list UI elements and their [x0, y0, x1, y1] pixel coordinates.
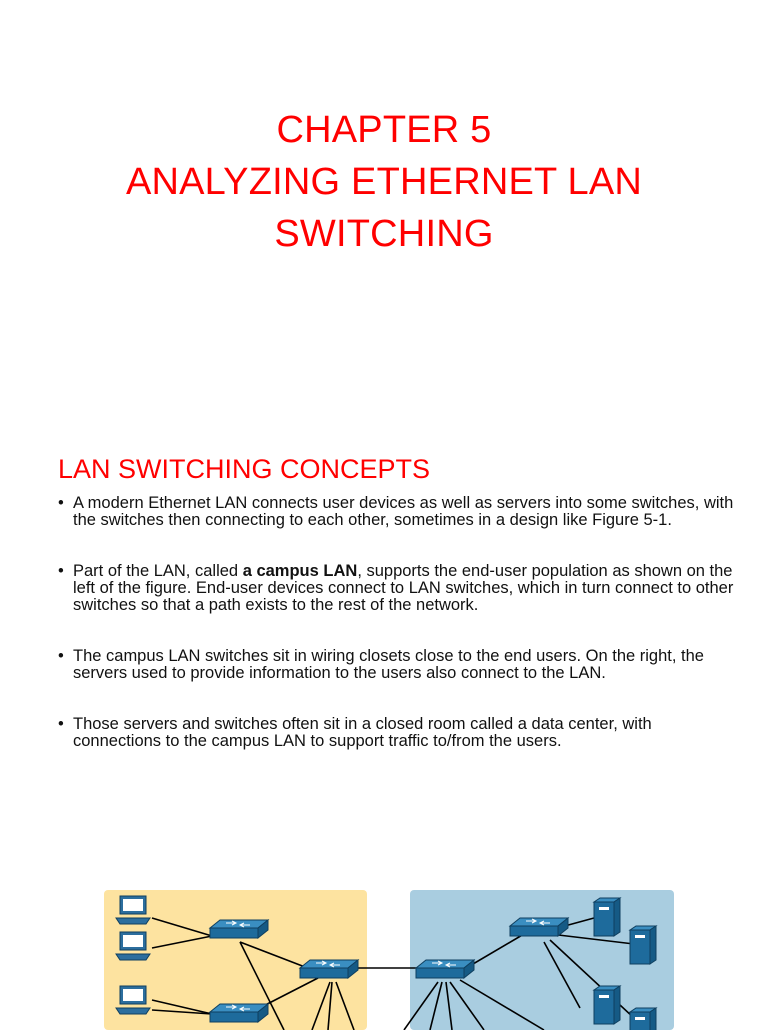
pc-icon — [116, 932, 150, 960]
switch-icon — [210, 1004, 268, 1022]
switch-icon — [300, 960, 358, 978]
server-icon — [630, 1008, 656, 1030]
chapter-title-line-1: CHAPTER 5 — [276, 109, 492, 151]
chapter-title — [0, 104, 768, 260]
bullet-text-before: Part of the LAN, called — [73, 562, 243, 580]
bullet-text-bold-term: a campus LAN — [242, 562, 358, 580]
bullet-text: A modern Ethernet LAN connects user devices as well as servers into some switches, with the switches then connecting to each other, sometimes in a design like Figure 5-1. — [73, 494, 734, 529]
pc-icon — [116, 896, 150, 924]
chapter-title-line-3: SWITCHING — [274, 213, 494, 255]
bullet-list — [58, 495, 738, 784]
bullet-text: The campus LAN switches sit in wiring closets close to the end users. On the right, the servers used to provide information to the users also connect to the LAN. — [73, 647, 704, 682]
switch-icon — [210, 920, 268, 938]
bullet-item — [58, 648, 738, 682]
bullet-item — [58, 563, 738, 614]
switch-icon — [416, 960, 474, 978]
bullet-dot-icon: • — [58, 715, 64, 733]
network-diagram — [104, 890, 676, 1030]
bullet-dot-icon: • — [58, 494, 64, 512]
server-icon — [594, 986, 620, 1024]
bullet-text-after: , supports the end-user population as shown on the left of the figure. End-user devices connect to LAN switches, which in turn connect to other switches so that a path exists to the rest of the network. — [73, 562, 734, 614]
pc-icon — [116, 986, 150, 1014]
bullet-item — [58, 716, 738, 750]
server-icon — [594, 898, 620, 936]
chapter-title-line-2: ANALYZING ETHERNET LAN — [125, 161, 643, 203]
bullet-text: Those servers and switches often sit in a closed room called a data center, with connections to the campus LAN to support traffic to/from the users. — [73, 715, 652, 750]
section-heading: LAN SWITCHING CONCEPTS — [58, 454, 431, 484]
network-figure — [104, 890, 676, 1030]
bullet-dot-icon: • — [58, 562, 64, 580]
bullet-dot-icon: • — [58, 647, 64, 665]
bullet-item — [58, 495, 738, 529]
server-icon — [630, 926, 656, 964]
switch-icon — [510, 918, 568, 936]
